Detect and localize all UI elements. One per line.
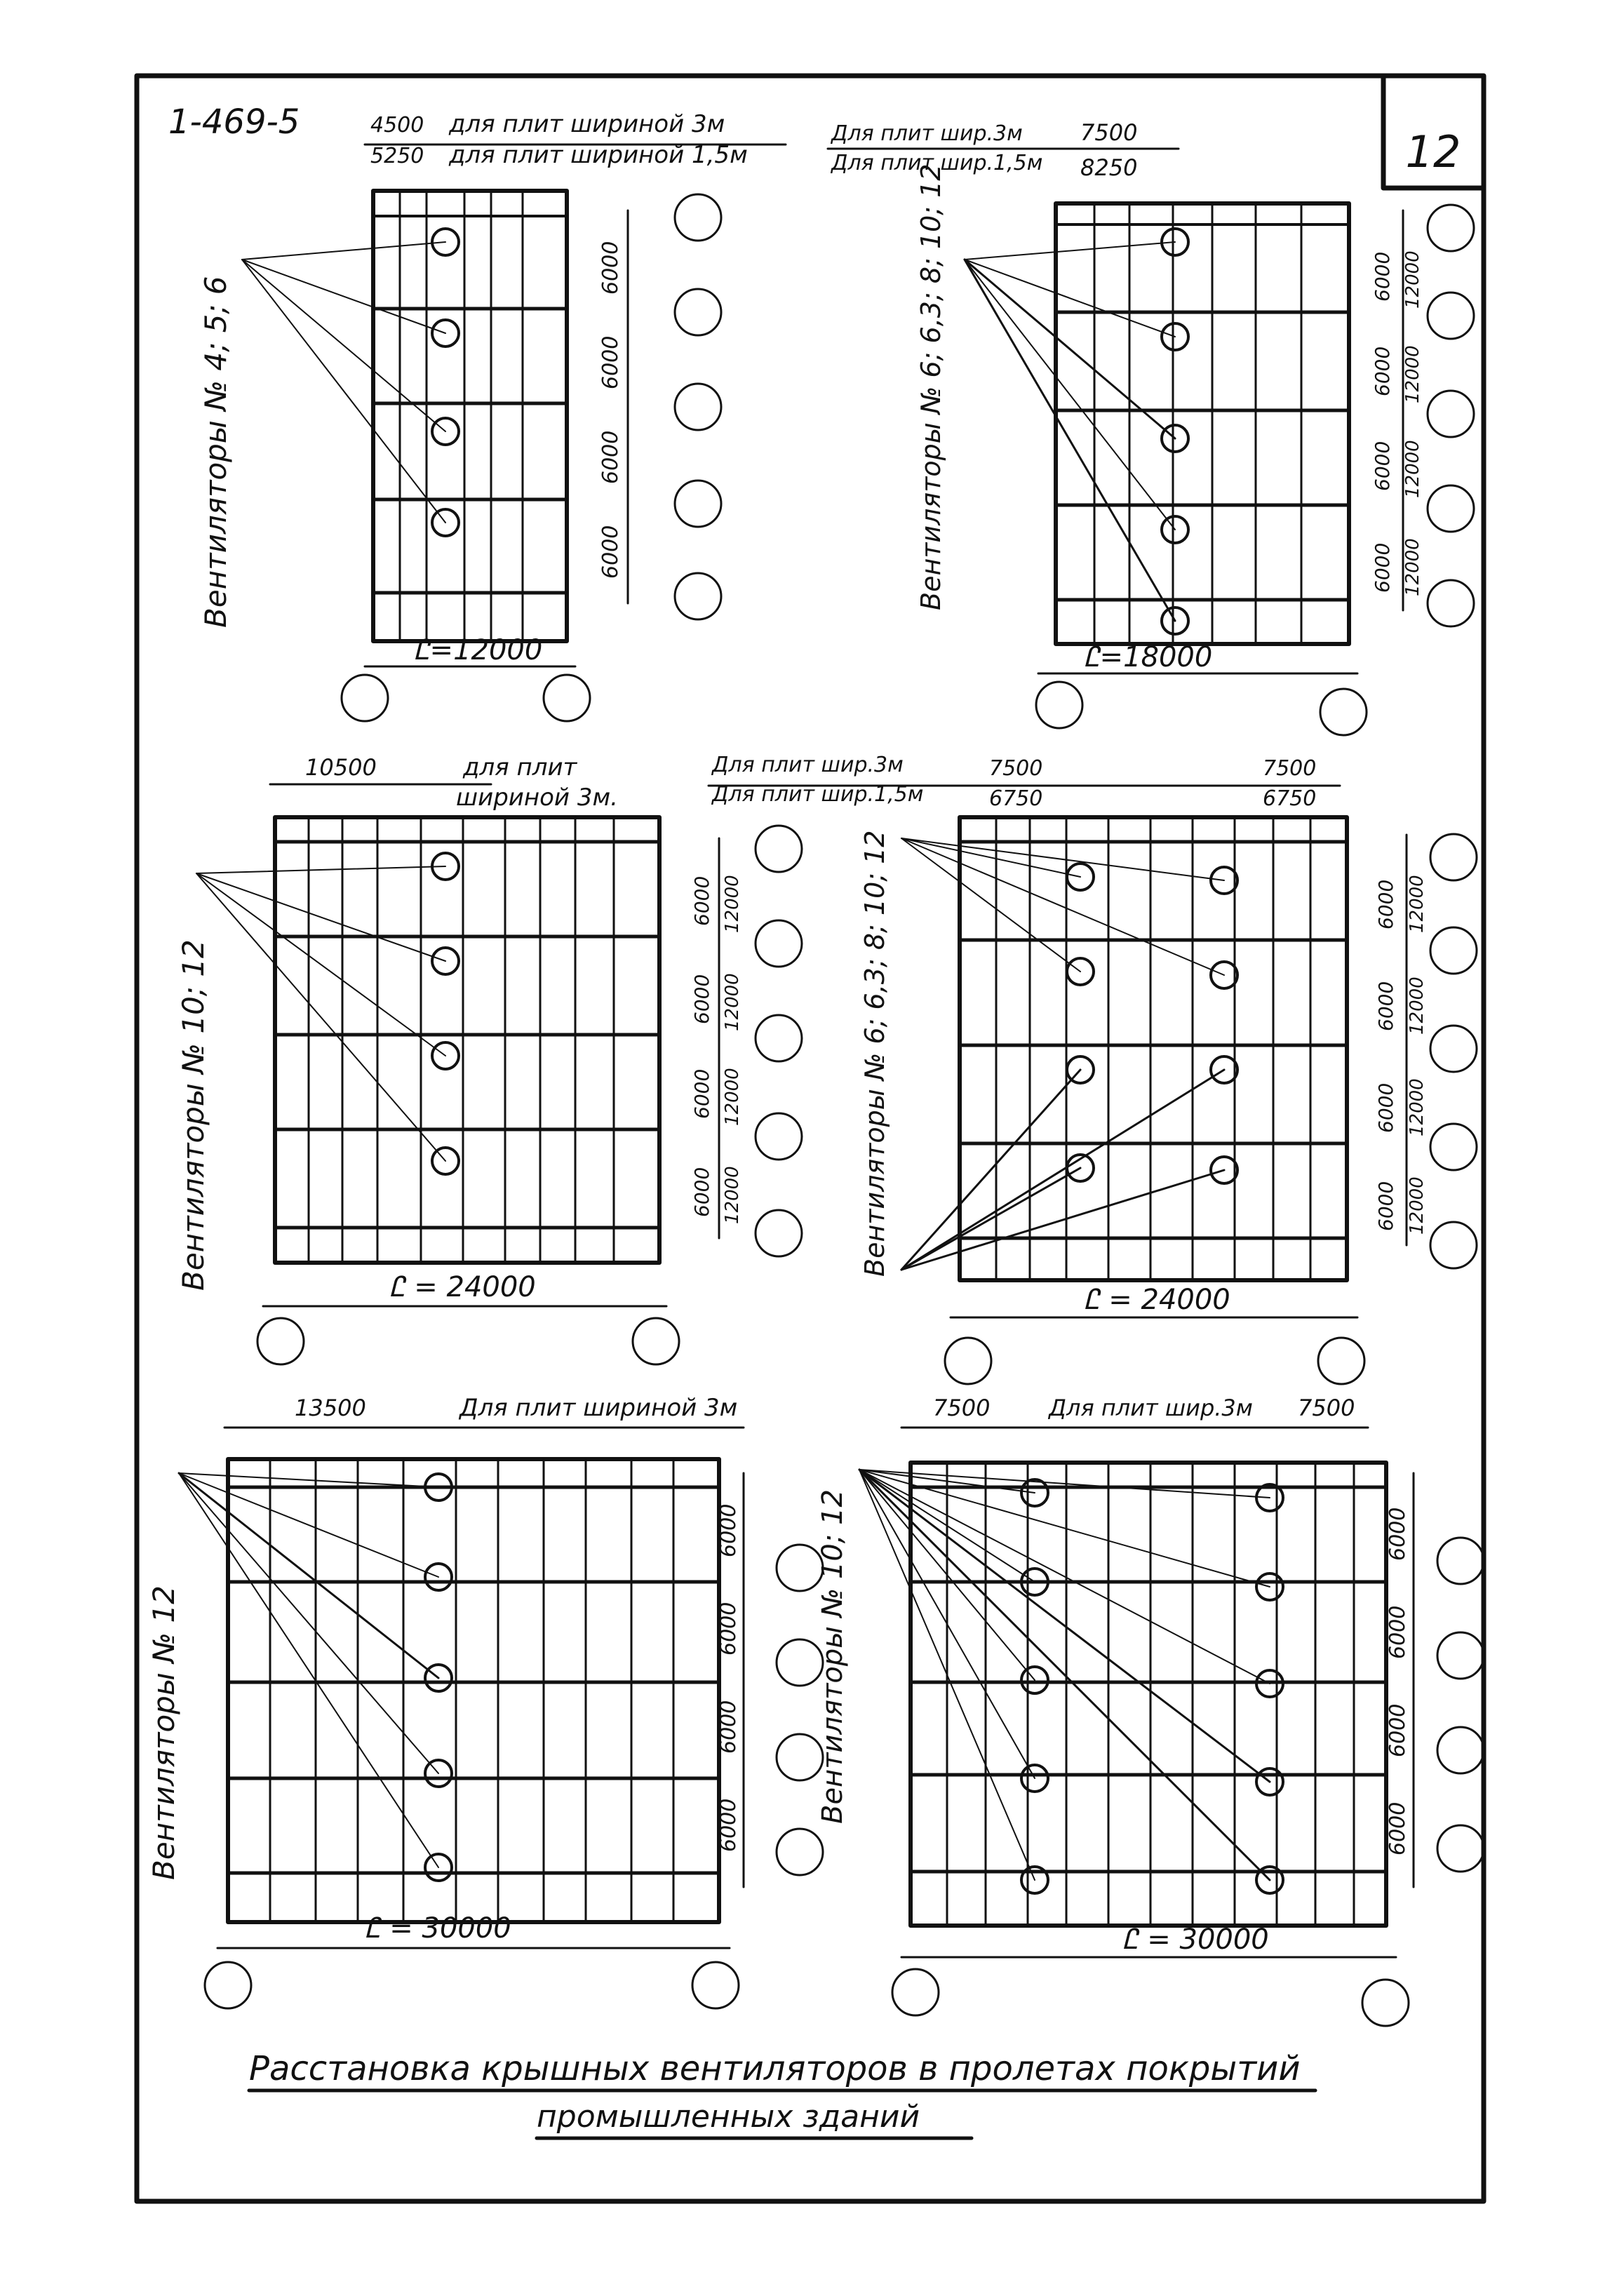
p2-side-dim-2: 12000	[1402, 440, 1423, 498]
axis-bubble	[1430, 1222, 1477, 1268]
page-number: 12	[1405, 126, 1461, 177]
p3-side-dim: 6000	[690, 974, 713, 1024]
p3-grid-outline	[275, 817, 659, 1263]
p2-dim-top-2: 8250	[1080, 154, 1138, 181]
p6-fans	[1021, 1479, 1283, 1893]
p5-side-dim: 6000	[716, 1503, 741, 1557]
p2-side-dim-2: 12000	[1402, 250, 1423, 309]
panel-4	[709, 753, 1477, 1384]
p5-grid-outline	[228, 1459, 719, 1922]
p4-side-dim: 6000	[1374, 981, 1397, 1031]
axis-bubble	[675, 194, 721, 241]
p2-grid-outline	[1056, 203, 1349, 644]
p4-dim-top-2: 6750	[989, 786, 1043, 811]
axis-bubble	[675, 384, 721, 430]
panel-1	[199, 110, 786, 721]
axis-bubble	[1437, 1825, 1484, 1872]
p4-side-dim-2: 12000	[1407, 976, 1428, 1035]
p2-vent-label: Вентиляторы № 6; 6,3; 8; 10; 12	[915, 163, 946, 610]
sheet-code: 1-469-5	[168, 102, 300, 142]
p5-dim-top-1: 13500	[295, 1395, 366, 1421]
panel-3	[176, 753, 802, 1364]
drawing-title-line-2: промышленных зданий	[537, 2099, 920, 2135]
p1-side-dim: 6000	[598, 241, 623, 295]
p3-dim-top-1-note: для плит	[463, 753, 577, 781]
p5-side-dim: 6000	[716, 1798, 741, 1852]
axis-bubble	[1428, 391, 1474, 437]
p3-side-dim: 6000	[690, 1167, 713, 1217]
axis-bubble	[692, 1962, 739, 2008]
p1-dim-top-2: 5250	[370, 144, 424, 168]
axis-bubble	[1320, 689, 1367, 735]
axis-bubble	[1437, 1727, 1484, 1773]
p3-side-dim-2: 12000	[722, 973, 743, 1031]
axis-bubble	[1428, 485, 1474, 532]
p3-side-dim: 6000	[690, 875, 713, 926]
p2-side-dim: 6000	[1371, 542, 1394, 593]
p6-dim-top-1: 7500	[933, 1395, 991, 1421]
p1-side-dim: 6000	[598, 430, 623, 484]
p6-leader-lines	[859, 1470, 1270, 1880]
axis-bubble	[342, 675, 388, 721]
p6-side-dim: 6000	[1385, 1801, 1410, 1855]
p1-fans	[432, 229, 459, 536]
p5-side-dim: 6000	[716, 1700, 741, 1754]
p4-grid-lines	[960, 817, 1347, 1280]
axis-bubble	[1430, 834, 1477, 880]
p3-dim-top-1: 10500	[305, 754, 377, 781]
p4-dim-top-2-right: 6750	[1263, 786, 1317, 811]
axis-bubble	[1428, 580, 1474, 626]
p1-vent-label: Вентиляторы № 4; 5; 6	[199, 276, 233, 628]
p1-span-label: Ꮭ=12000	[414, 634, 543, 666]
p2-side-dim-2: 12000	[1402, 345, 1423, 403]
p4-dim-top-1-note: Для плит шир.3м	[712, 753, 904, 777]
p2-dim-top-2-note: Для плит шир.1,5м	[831, 151, 1043, 175]
p3-span-label: Ꮭ = 24000	[389, 1271, 536, 1303]
axis-bubble	[756, 1210, 802, 1256]
axis-bubble	[633, 1318, 679, 1364]
p4-side-dim-2: 12000	[1407, 1176, 1428, 1235]
p3-dim-top-2-note: шириной 3м.	[456, 784, 618, 812]
p5-span-label: Ꮭ = 30000	[365, 1912, 511, 1945]
p4-vent-label: Вентиляторы № 6; 6,3; 8; 10; 12	[859, 830, 890, 1277]
p4-side-dim: 6000	[1374, 1082, 1397, 1133]
panel-6	[817, 1395, 1484, 2026]
p6-dim-top-1-note: Для плит шир.3м	[1049, 1395, 1253, 1421]
axis-bubble	[544, 675, 590, 721]
p5-vent-label: Вентиляторы № 12	[147, 1585, 181, 1880]
p1-grid-outline	[373, 191, 567, 641]
p2-side-dim-2: 12000	[1402, 538, 1423, 596]
p6-side-dim: 6000	[1385, 1507, 1410, 1561]
p6-side-dim: 6000	[1385, 1703, 1410, 1757]
drawing-title-line-1: Расстановка крышных вентиляторов в пролетах покрытий	[249, 2049, 1301, 2088]
axis-bubble	[1362, 1980, 1409, 2026]
p5-leader-lines	[179, 1473, 438, 1867]
p3-side-dim: 6000	[690, 1068, 713, 1119]
p6-span-label: Ꮭ = 30000	[1122, 1924, 1269, 1956]
p3-side-dim-2: 12000	[722, 875, 743, 933]
p4-fans	[1067, 864, 1237, 1183]
p5-dim-top-1-note: Для плит шириной 3м	[459, 1394, 738, 1422]
p2-dim-top-1-note: Для плит шир.3м	[831, 121, 1023, 146]
p2-grid-lines	[1056, 203, 1349, 644]
axis-bubble	[1430, 1124, 1477, 1170]
p1-leader-lines	[242, 242, 445, 523]
axis-bubble	[675, 481, 721, 527]
p4-side-dim: 6000	[1374, 879, 1397, 929]
p4-side-dim-2: 12000	[1407, 1078, 1428, 1136]
p1-grid-lines	[373, 191, 567, 641]
p3-vent-label: Вентиляторы № 10; 12	[176, 939, 210, 1291]
p2-span-label: Ꮭ=18000	[1084, 641, 1213, 673]
axis-bubble	[1428, 205, 1474, 251]
p1-side-dim: 6000	[598, 335, 623, 389]
axis-bubble	[756, 1113, 802, 1160]
p2-side-dim: 6000	[1371, 346, 1394, 396]
axis-bubble	[1437, 1632, 1484, 1679]
p6-dim-top-1-right: 7500	[1298, 1395, 1355, 1421]
panel-5	[147, 1394, 823, 2008]
p1-dim-top-1: 4500	[370, 113, 424, 137]
axis-bubble	[675, 573, 721, 619]
p3-grid-lines	[275, 817, 659, 1263]
axis-bubble	[756, 1015, 802, 1061]
axis-bubble	[1036, 682, 1082, 728]
axis-bubble	[892, 1969, 939, 2015]
axis-bubble	[945, 1338, 991, 1384]
p4-span-label: Ꮭ = 24000	[1084, 1284, 1230, 1316]
p2-leader-lines	[965, 242, 1175, 621]
p4-dim-top-1: 7500	[989, 756, 1043, 781]
p6-grid-lines	[911, 1463, 1386, 1926]
p3-leader-lines	[196, 866, 445, 1161]
p1-dim-top-1-note: для плит шириной 3м	[449, 110, 725, 138]
p4-leader-lines	[901, 838, 1224, 1270]
axis-bubble	[1318, 1338, 1364, 1384]
p4-dim-top-1-right: 7500	[1263, 756, 1317, 781]
p4-side-dim: 6000	[1374, 1181, 1397, 1231]
p4-grid-outline	[960, 817, 1347, 1280]
p3-fans	[432, 853, 459, 1174]
axis-bubble	[1430, 927, 1477, 974]
p6-vent-label: Вентиляторы № 10; 12	[817, 1489, 849, 1824]
axis-bubble	[675, 289, 721, 335]
panel-2	[828, 119, 1474, 735]
axis-bubble	[1428, 293, 1474, 339]
axis-bubble	[756, 826, 802, 872]
axis-bubble	[1430, 1026, 1477, 1072]
axis-bubble	[777, 1829, 823, 1875]
p2-dim-top-1: 7500	[1080, 119, 1138, 146]
p3-side-dim-2: 12000	[722, 1068, 743, 1126]
p4-dim-top-2-note: Для плит шир.1,5м	[712, 782, 924, 807]
p1-side-dim: 6000	[598, 525, 623, 579]
p5-side-dim: 6000	[716, 1602, 741, 1656]
axis-bubble	[257, 1318, 304, 1364]
p2-side-dim: 6000	[1371, 441, 1394, 491]
p5-grid-lines	[228, 1459, 719, 1922]
p6-side-dim: 6000	[1385, 1605, 1410, 1659]
p3-side-dim-2: 12000	[722, 1166, 743, 1224]
p4-side-dim-2: 12000	[1407, 875, 1428, 933]
axis-bubble	[205, 1962, 251, 2008]
axis-bubble	[756, 920, 802, 967]
p2-side-dim: 6000	[1371, 251, 1394, 302]
p1-dim-top-2-note: для плит шириной 1,5м	[449, 141, 748, 169]
axis-bubble	[1437, 1538, 1484, 1584]
